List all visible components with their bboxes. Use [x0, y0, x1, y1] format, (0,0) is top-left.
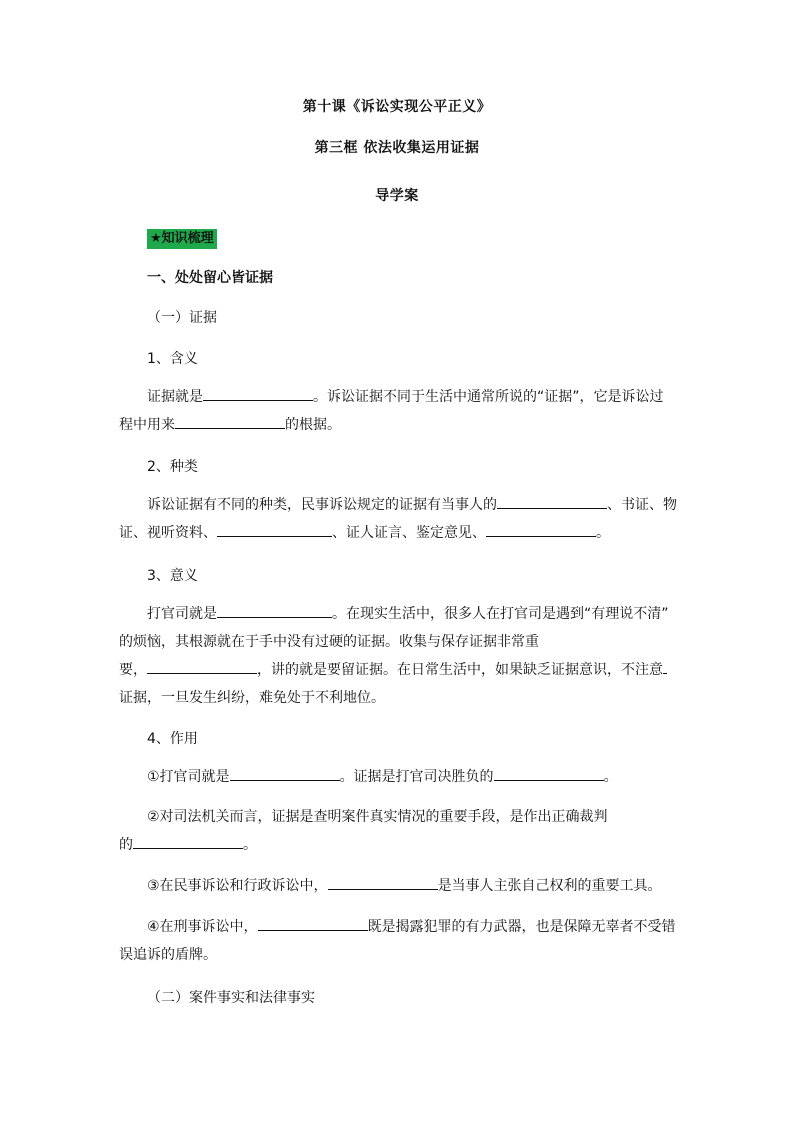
paragraph-function-3: ③在民事诉讼和行政诉讼中， 是当事人主张自己权利的重要工具。	[119, 872, 679, 900]
paragraph-significance: 打官司就是 。在现实生活中，很多人在打官司是遇到“有理说不清” 的烦恼，其根源就在于手中没有过硬的证据。收集与保存证据非常重 要， ，讲的就是要留证据。在日常生活中，如果缺乏证据意识，不注意 证据，一旦发生纠纷，难免处于不利地位。	[119, 600, 679, 712]
fill-blank[interactable]	[486, 520, 596, 537]
knowledge-badge: ★知识梳理	[147, 229, 217, 249]
item-heading-types: 2、种类	[147, 459, 198, 475]
fill-blank[interactable]	[497, 492, 607, 509]
subsection-heading-evidence: （一）证据	[147, 310, 217, 326]
fill-blank[interactable]	[147, 657, 257, 674]
section-heading-1: 一、处处留心皆证据	[147, 270, 273, 286]
fill-blank[interactable]	[663, 657, 667, 674]
fill-blank[interactable]	[258, 914, 368, 931]
fill-blank[interactable]	[133, 832, 243, 849]
paragraph-meaning: 证据就是 。诉讼证据不同于生活中通常所说的“证据”，它是诉讼过 程中用来 的根据。	[119, 383, 679, 439]
lesson-title: 第十课《诉讼实现公平正义》	[302, 99, 492, 115]
subsection-heading-facts: （二）案件事实和法律事实	[147, 990, 315, 1006]
fill-blank[interactable]	[203, 384, 313, 401]
paragraph-types: 诉讼证据有不同的种类，民事诉讼规定的证据有当事人的 、书证、物 证、视听资料、 、证人证言、鉴定意见、 。	[119, 491, 679, 547]
fill-blank[interactable]	[217, 601, 332, 618]
fill-blank[interactable]	[328, 873, 438, 890]
paragraph-function-4: ④在刑事诉讼中， 既是揭露犯罪的有力武器，也是保障无辜者不受错 误追诉的盾牌。	[119, 913, 679, 969]
fill-blank[interactable]	[217, 520, 332, 537]
fill-blank[interactable]	[175, 412, 285, 429]
fill-blank[interactable]	[494, 764, 604, 781]
paragraph-function-2: ②对司法机关而言，证据是查明案件真实情况的重要手段，是作出正确裁判 的 。	[119, 809, 608, 853]
guide-title: 导学案	[375, 188, 419, 204]
paragraph-function-1: ①打官司就是 。证据是打官司决胜负的 。	[119, 763, 679, 791]
item-heading-significance: 3、意义	[147, 568, 198, 584]
item-heading-meaning: 1、含义	[147, 351, 198, 367]
frame-title: 第三框 依法收集运用证据	[314, 140, 480, 156]
item-heading-function: 4、作用	[147, 731, 198, 747]
fill-blank[interactable]	[230, 764, 340, 781]
